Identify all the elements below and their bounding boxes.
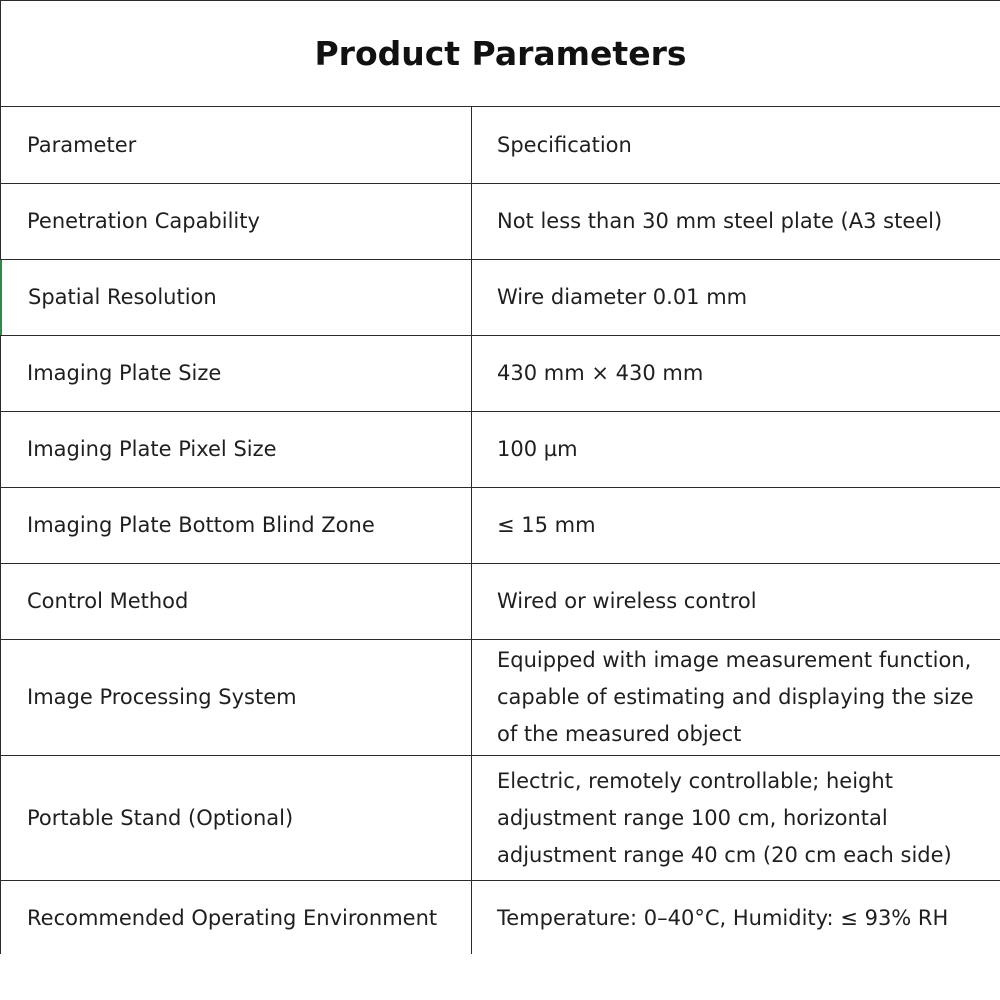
header-parameter: Parameter [0, 107, 471, 183]
specification-cell: Temperature: 0–40°C, Humidity: ≤ 93% RH [471, 881, 1000, 955]
specification-cell: Wired or wireless control [471, 564, 1000, 639]
bottom-whitespace [0, 954, 1000, 1000]
parameter-cell: Recommended Operating Environment [0, 881, 471, 955]
parameter-cell: Imaging Plate Pixel Size [0, 412, 471, 487]
table-row [0, 488, 1000, 564]
parameter-cell: Portable Stand (Optional) [0, 756, 471, 880]
header-specification: Specification [471, 107, 1000, 183]
table-row [0, 260, 1000, 336]
table-row [0, 640, 1000, 756]
specification-cell: Wire diameter 0.01 mm [471, 260, 1000, 335]
parameter-cell: Penetration Capability [0, 184, 471, 259]
parameter-cell: Image Processing System [0, 640, 471, 755]
specification-cell: Electric, remotely controllable; height adjustment range 100 cm, horizontal adjustment range 40 cm (20 cm each side) [471, 756, 1000, 880]
title-row [0, 1, 1000, 107]
parameter-cell: Spatial Resolution [0, 260, 471, 335]
specification-cell: Equipped with image measurement function, capable of estimating and displaying the size of the measured object [471, 640, 1000, 755]
parameter-cell: Imaging Plate Bottom Blind Zone [0, 488, 471, 563]
specification-cell: 430 mm × 430 mm [471, 336, 1000, 411]
parameter-cell: Imaging Plate Size [0, 336, 471, 411]
parameter-cell: Control Method [0, 564, 471, 639]
table-row [0, 756, 1000, 881]
table-header-row [0, 107, 1000, 184]
specification-cell: 100 µm [471, 412, 1000, 487]
table-row [0, 336, 1000, 412]
table-row [0, 881, 1000, 955]
specification-cell: Not less than 30 mm steel plate (A3 steel) [471, 184, 1000, 259]
page-title: Product Parameters [314, 34, 687, 73]
table-row [0, 184, 1000, 260]
table-row [0, 564, 1000, 640]
specification-cell: ≤ 15 mm [471, 488, 1000, 563]
parameters-table [0, 107, 1000, 955]
table-row [0, 412, 1000, 488]
